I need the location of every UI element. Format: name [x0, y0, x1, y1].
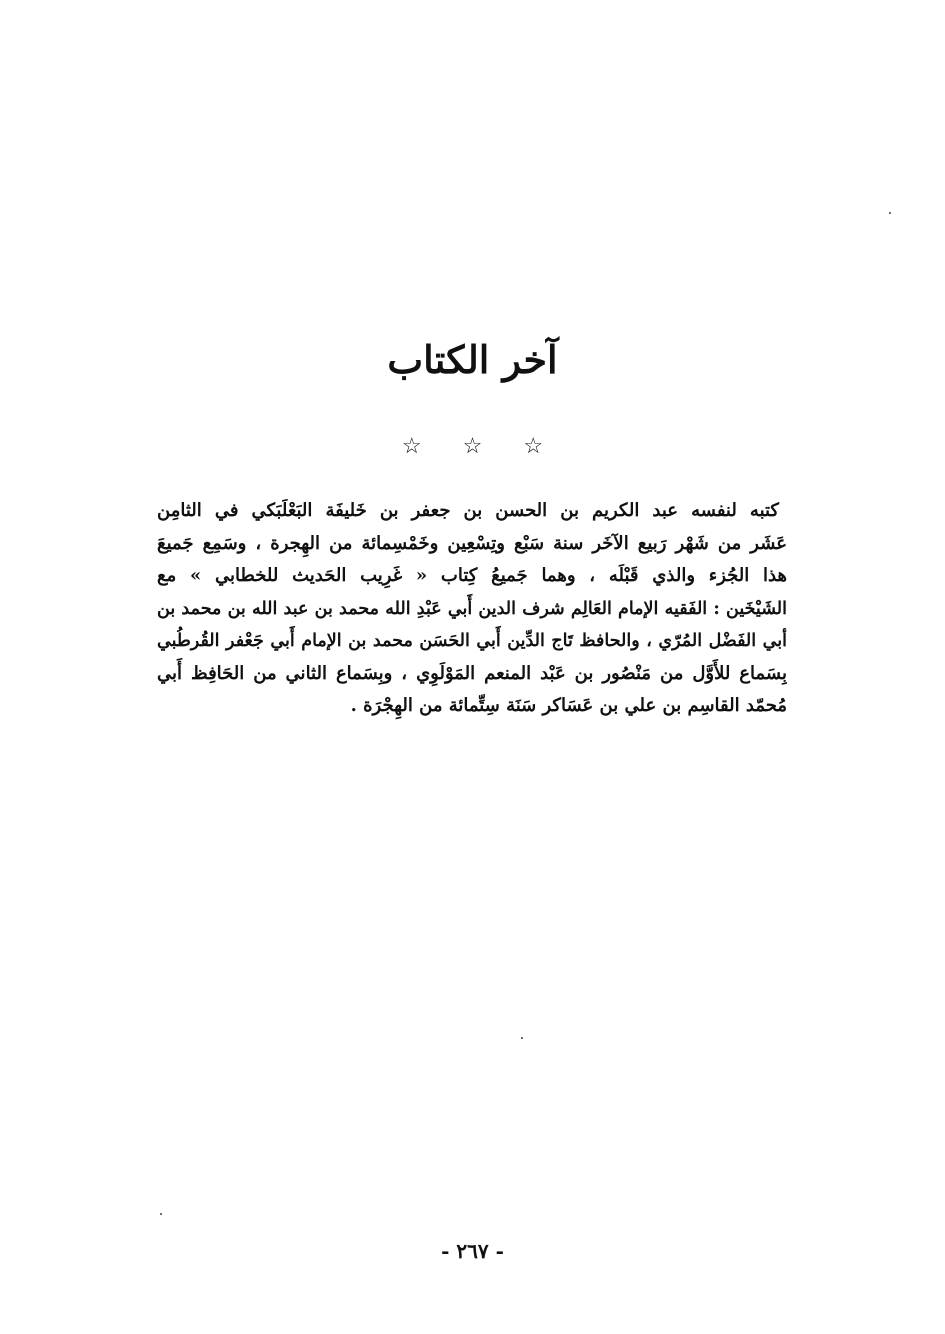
paragraph-line: الشَيْخَين : الفَقيه الإمام العَالِم شرف الدين أَبي عَبْدِ الله محمد بن عبد الله بن محمد بن [157, 598, 787, 619]
paragraph-line: هذا الجُزء والذي قَبْلَه ، وهما جَميعُ كِتاب « غَرِيب الحَديث للخطابي » مع [157, 565, 787, 586]
paragraph-line: بِسَماع للأَوَّل من مَنْصُور بن عَبْد المنعم المَوْلَوِي ، وبِسَماع الثاني من الحَافِظ أَبي [157, 662, 787, 684]
page-number: - ٢٦٧ - [441, 1239, 504, 1263]
scan-speck [521, 1037, 523, 1039]
star-icon: ☆ [401, 434, 422, 459]
star-ornament [0, 432, 945, 462]
paragraph-line: مُحمّد القاسِم بن علي بن عَسَاكر سَنَة سِتِّمائة من الهِجْرَة . [350, 695, 787, 716]
paragraph-line: عَشَر من شَهْر رَبيع الآخَر سنة سَبْع وتِسْعِين وخَمْسِمائة من الهِجرة ، وسَمِع جَميعَ [157, 532, 787, 554]
star-icon: ☆ [523, 434, 544, 459]
paragraph-line: كتبه لنفسه عبد الكريم بن الحسن بن جعفر بن خَليفَة البَعْلَبَكي في الثامِن [157, 500, 779, 521]
scan-speck [889, 212, 891, 214]
paragraph-line: أبي الفَضْل المُرّي ، والحافظ تَاج الدِّين أَبي الحَسَن محمد بن الإمام أَبي جَعْفر القُرطُبي [157, 631, 787, 651]
star-icon: ☆ [462, 434, 483, 459]
scan-speck [160, 1213, 162, 1215]
page-title: آخر الكتاب [387, 337, 558, 382]
colophon-paragraph [157, 495, 787, 723]
